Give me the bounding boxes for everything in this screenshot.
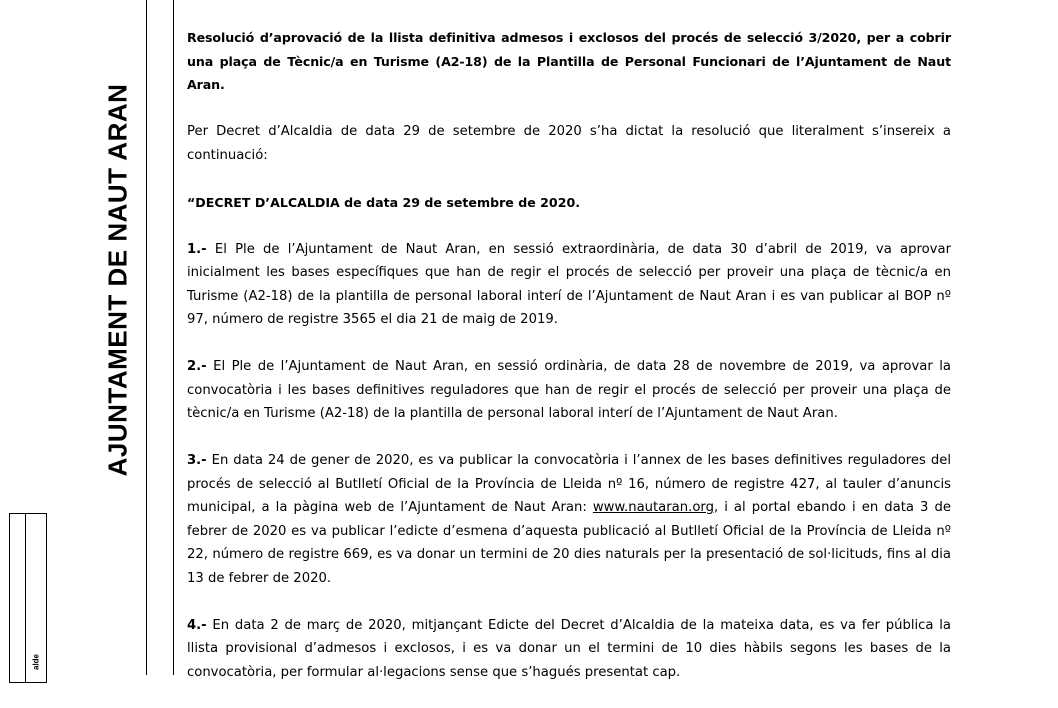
item-text: El Ple de l’Ajuntament de Naut Aran, en sessió extraordinària, de data 30 d’abril de 2019, va aprovar inicialment les bases específiques que han de regir el procés de selecció per proveir una plaça de tècnic/a en Turisme (A2-18) de la plantilla de personal laboral interí de l’Ajuntament de Naut Aran i es van publicar al BOP nº 97, número de registre 3565 el dia 21 de maig de 2019. [187,241,951,327]
item-number: 3.- [187,453,207,468]
item-text-before-link: En data 24 de gener de 2020, es va publicar la convocatòria i l’annex de les bases definitives reguladores del procés de selecció al Butlletí Oficial de la Província de Lleida nº 16, número de registre 427, al tauler d’anuncis municipal, a la pàgina web de l’Ajuntament de Naut Aran: [187,453,951,515]
stamp-divider [25,514,26,682]
intro-paragraph: Per Decret d’Alcaldia de data 29 de setembre de 2020 s’ha dictat la resolució que literalment s’insereix a continuació: [187,124,951,163]
item-number: 2.- [187,359,207,374]
organization-name: AJUNTAMENT DE NAUT ARAN [102,83,133,477]
item-text: En data 2 de març de 2020, mitjançant Edicte del Decret d’Alcaldia de la mateixa data, es va fer pública la llista provisional d’admesos i exclosos, i es va donar un el termini de 10 dies hàbils segons les bases de la convocatòria, per formular al·legacions sense que s’hagués presentat cap. [187,617,951,680]
item-text-after-link: , i al portal ebando i en data 3 de febrer de 2020 es va publicar l’edicte d’esmena d’aquesta publicació al Butlletí Oficial de la Província de Lleida nº 22, número de registre 669, es va donar un termini de 20 dies naturals per la presentació de sol·licituds, fins al dia 13 de febrer de 2020. [187,500,951,586]
item-number: 1.- [187,241,207,257]
item-4 [187,614,951,685]
item-number: 4.- [187,617,207,633]
stamp-box [9,513,47,683]
left-border-line [146,0,147,675]
document-body [187,26,951,708]
decree-heading: “DECRET D’ALCALDIA de data 29 de setembre de 2020. [187,194,581,210]
stamp-label: alde [31,653,41,671]
item-1 [187,238,951,332]
right-border-line [173,0,174,675]
item-2 [187,355,951,426]
item-text: El Ple de l’Ajuntament de Naut Aran, en sessió ordinària, de data 28 de novembre de 2019, va aprovar la convocatòria i les bases definitives reguladores que han de regir el procés de selecció per proveir una plaça de tècnic/a en Turisme (A2-18) de la plantilla de personal laboral interí de l’Ajuntament de Naut Aran. [187,359,951,421]
item-3 [187,449,951,590]
document-title: Resolució d’aprovació de la llista definitiva admesos i exclosos del procés de selecció 3/2020, per a cobrir una plaça de Tècnic/a en Turisme (A2-18) de la Plantilla de Personal Funcionari de l’Ajuntament de Naut Aran. [187,30,951,92]
website-link[interactable]: www.nautaran.org [592,500,714,515]
